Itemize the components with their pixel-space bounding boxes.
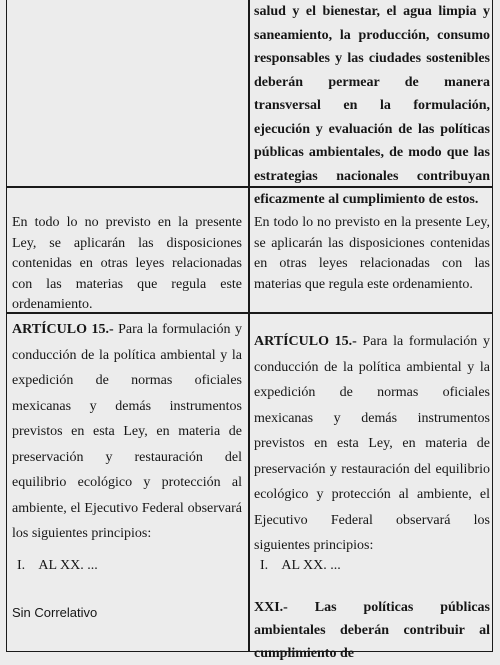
- article-heading: ARTÍCULO 15.-: [12, 322, 114, 337]
- article-heading: ARTÍCULO 15.-: [254, 334, 357, 349]
- row3-left-article: [12, 317, 242, 547]
- article-body: Para la formulación y conducción de la política ambiental y la expedición de normas oficiales mexicanas y demás instrumentos previstos en esta Ley, en materia de preservación y restauración del equilibrio ecológico y protección al ambiente, el Ejecutivo Federal observará los siguientes principios:: [12, 322, 243, 541]
- comparison-table: [6, 0, 493, 661]
- row2-left-text: En todo lo no previsto en la presente Ley, se aplicarán las disposiciones contenidas en otras leyes relacionadas con las materias que regula este ordenamiento.: [12, 215, 242, 312]
- row3-right-article: [254, 329, 490, 559]
- article-body: Para la formulación y conducción de la política ambiental y la expedición de normas oficiales mexicanas y demás instrumentos previstos en esta Ley, en materia de preservación y restauración del equilibrio ecológico y protección al ambiente, el Ejecutivo Federal observará los siguientes principios:: [254, 334, 491, 553]
- row2-right-text: En todo lo no previsto en la presente Ley, se aplicarán las disposiciones contenidas en otras leyes relacionadas con las materias que regula este ordenamiento.: [254, 215, 490, 292]
- row1-right-text: salud y el bienestar, el agua limpia y saneamiento, la producción, consumo responsables y las ciudades sostenibles deberán permear de manera transversal en la formulación, ejecución y evaluación de las políticas públicas ambientales, de modo que las estrategias nacionales contribuyan eficazmente al cumplimiento de estos.: [254, 4, 490, 207]
- row3-left-fraction: I. AL XX. ...: [17, 558, 98, 573]
- column-divider: [248, 0, 250, 651]
- row3-right-new-fraction: XXI.- Las políticas públicas ambientales deberán contribuir al cumplimiento de: [254, 600, 490, 661]
- row3-left-correlativo: Sin Correlativo: [12, 605, 98, 620]
- row3-right-fraction: I. AL XX. ...: [260, 558, 341, 573]
